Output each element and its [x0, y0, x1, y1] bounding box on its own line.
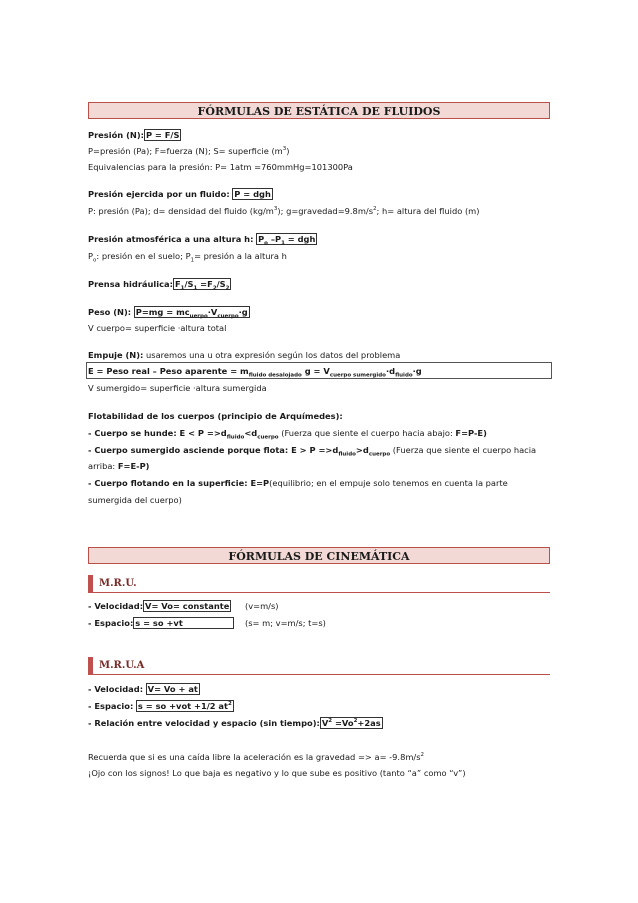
emp-f-sub1: fluido desalojado — [248, 372, 302, 379]
press-f-d: /S — [216, 279, 226, 289]
rises-d: arriba: — [88, 461, 118, 471]
mru-heading-bar — [88, 575, 93, 593]
mru-velocity-formula: V= Vo= constante — [145, 601, 230, 611]
flotation-title: Flotabilidad de los cuerpos (principio de Arquímedes): — [88, 411, 343, 421]
floats-a: - Cuerpo flotando en la superficie: — [88, 478, 251, 488]
pressure-def-text: P=presión (Pa); F=fuerza (N); S= superficie (m — [88, 146, 283, 156]
fluid-pressure-formula: P = dgh — [234, 189, 271, 199]
atm-f-sub1: o — [264, 240, 268, 247]
sinks-d: F=P-E) — [455, 428, 487, 438]
mru-velocity-label: - Velocidad: — [88, 601, 144, 611]
rel-b: =Vo — [332, 718, 354, 728]
fluid-def-c: ; h= altura del fluido (m) — [376, 206, 480, 216]
emp-f-a: E = Peso real – Peso aparente = m — [88, 366, 249, 376]
weight-label: Peso (N): — [88, 307, 132, 317]
free-fall-note — [88, 752, 424, 763]
fluid-def-sup2: 2 — [373, 206, 377, 213]
mrua-velocity-formula: V= Vo + at — [147, 684, 198, 694]
pressure-formula: P = F/S — [145, 130, 180, 140]
atmospheric-definition — [88, 251, 287, 262]
emp-f-sub2: cuerpo sumergido — [329, 372, 386, 379]
atmospheric-label: Presión atmosférica a una altura h: — [88, 234, 254, 244]
mru-space-label: - Espacio: — [88, 618, 134, 628]
mru-heading-text: M.R.U. — [99, 578, 137, 589]
mru-space-formula: s = so +vt — [133, 617, 234, 629]
atm-d-sub1: o — [93, 257, 97, 264]
pressure-label: Presión (N): — [88, 130, 144, 140]
pressure-def-end: ) — [286, 146, 290, 156]
weight-f-sub2: cuerpo — [217, 313, 239, 320]
press-f-sub2: 1 — [193, 285, 198, 292]
mrua-space-f: s = so +vot +1/2 at — [137, 701, 228, 711]
atm-d-c: = presión a la altura h — [194, 251, 287, 261]
fluid-def-b: ); g=gravedad=9.8m/s — [277, 206, 374, 216]
atm-f-c: = dgh — [284, 234, 316, 244]
mrua-relation-label: - Relación entre velocidad y espacio (sin tiempo): — [88, 718, 320, 728]
buoyancy-formula-text — [88, 366, 422, 379]
press-f-a: F — [174, 279, 181, 289]
mru-heading — [88, 575, 550, 593]
pressure-line — [88, 130, 181, 141]
mrua-space-formula — [136, 700, 234, 712]
fluid-pressure-label: Presión ejercida por un fluido: — [88, 189, 230, 199]
free-fall-sup: 2 — [420, 752, 425, 759]
weight-f-a: P=mg = mc — [135, 307, 190, 317]
rises-c: (Fuerza que siente el cuerpo hacia — [390, 445, 537, 455]
flotation-floats — [88, 478, 508, 489]
pressure-definition — [88, 146, 290, 157]
statics-section-title: FÓRMULAS DE ESTÁTICA DE FLUIDOS — [88, 102, 550, 119]
buoyancy-label: Empuje (N): — [88, 350, 144, 360]
mrua-heading-bar — [88, 657, 93, 675]
weight-description: V cuerpo= superficie ·altura total — [88, 323, 227, 333]
buoyancy-formula — [88, 366, 422, 377]
rises-e: F=E-P) — [117, 461, 150, 471]
fluid-pressure-line — [88, 189, 273, 200]
atm-d-sub2: 1 — [190, 257, 195, 264]
press-f-c: =F — [197, 279, 213, 289]
mrua-relation-line — [88, 718, 383, 729]
pressure-equivalences: Equivalencias para la presión: P= 1atm =760mmHg=101300Pa — [88, 162, 353, 172]
press-f-b: /S — [184, 279, 194, 289]
sinks-c: (Fuerza que siente el cuerpo hacia abajo: — [278, 428, 456, 438]
rel-sup2: 2 — [353, 718, 358, 725]
flotation-sinks — [88, 428, 487, 439]
emp-f-c: ·d — [385, 366, 396, 376]
rises-b: >d — [355, 445, 369, 455]
press-f-sub3: 2 — [212, 285, 217, 292]
buoyancy-line — [88, 350, 400, 361]
sinks-b: <d — [244, 428, 258, 438]
atm-f-a: P — [258, 234, 265, 244]
emp-f-d: ·g — [412, 366, 422, 376]
hydraulic-press-line — [88, 279, 231, 290]
mrua-space-sup: 2 — [228, 701, 232, 708]
mru-velocity-line — [88, 601, 231, 612]
mrua-space-label: - Espacio: — [88, 701, 134, 711]
rel-a: V — [321, 718, 329, 728]
floats-c: (equilibrio; en el empuje solo tenemos en cuenta la parte — [269, 478, 508, 488]
signs-note: ¡Ojo con los signos! Lo que baja es negativo y lo que sube es positivo (tanto “a” como “v”) — [88, 768, 466, 778]
press-f-sub4: 2 — [225, 285, 230, 292]
flotation-rises — [88, 445, 536, 456]
press-f-sub1: 1 — [180, 285, 185, 292]
pressure-def-sup: 3 — [282, 146, 287, 153]
sinks-a: - Cuerpo se hunde: E < P =>d — [88, 428, 227, 438]
weight-f-sub1: uerpo — [189, 313, 208, 320]
mru-space-units: (s= m; v=m/s; t=s) — [245, 618, 326, 628]
weight-formula — [134, 306, 250, 318]
hydraulic-press-label: Prensa hidráulica: — [88, 279, 173, 289]
weight-line — [88, 307, 250, 318]
floats-b: E=P — [250, 478, 270, 488]
fluid-def-a: P: presión (Pa); d= densidad del fluido (kg/m — [88, 206, 274, 216]
atmospheric-formula — [256, 233, 317, 245]
rel-c: +2as — [357, 718, 381, 728]
mrua-velocity-line — [88, 684, 200, 695]
emp-f-sub3: fluido — [395, 372, 413, 379]
atm-f-sub2: 1 — [281, 240, 285, 247]
mrua-velocity-label: - Velocidad: — [88, 684, 144, 694]
weight-f-c: ·g — [238, 307, 248, 317]
kinematics-section-title: FÓRMULAS DE CINEMÁTICA — [88, 547, 550, 564]
flotation-rises-cont — [88, 461, 149, 472]
atm-f-b: –P — [267, 234, 282, 244]
buoyancy-description: usaremos una u otra expresión según los datos del problema — [143, 350, 401, 360]
rises-sub1: fluido — [338, 451, 356, 458]
fluid-pressure-definition — [88, 206, 480, 217]
atm-d-a: P — [88, 251, 94, 261]
mrua-heading-text: M.R.U.A — [99, 660, 145, 671]
free-fall-text: Recuerda que si es una caída libre la aceleración es la gravedad => a= -9.8m/s — [88, 752, 421, 762]
rises-sub2: cuerpo — [368, 451, 391, 458]
mrua-relation-formula — [320, 717, 383, 729]
rises-a: - Cuerpo sumergido asciende porque flota: E > P =>d — [88, 445, 339, 455]
flotation-floats-cont: sumergida del cuerpo) — [88, 495, 182, 505]
submerged-volume: V sumergido= superficie ·altura sumergida — [88, 383, 267, 393]
atmospheric-pressure-line — [88, 234, 317, 245]
mru-velocity-units: (v=m/s) — [245, 601, 279, 611]
sinks-sub1: fluido — [226, 434, 245, 441]
hydraulic-press-formula — [173, 278, 232, 290]
atm-d-b: : presión en el suelo; P — [96, 251, 191, 261]
mru-space-line — [88, 618, 234, 629]
sinks-sub2: cuerpo — [257, 434, 279, 441]
mrua-heading — [88, 657, 550, 675]
emp-f-b: g = V — [301, 366, 330, 376]
fluid-def-sup1: 3 — [273, 206, 278, 213]
weight-f-b: ·V — [207, 307, 218, 317]
rel-sup1: 2 — [328, 718, 333, 725]
mrua-space-line — [88, 701, 234, 712]
